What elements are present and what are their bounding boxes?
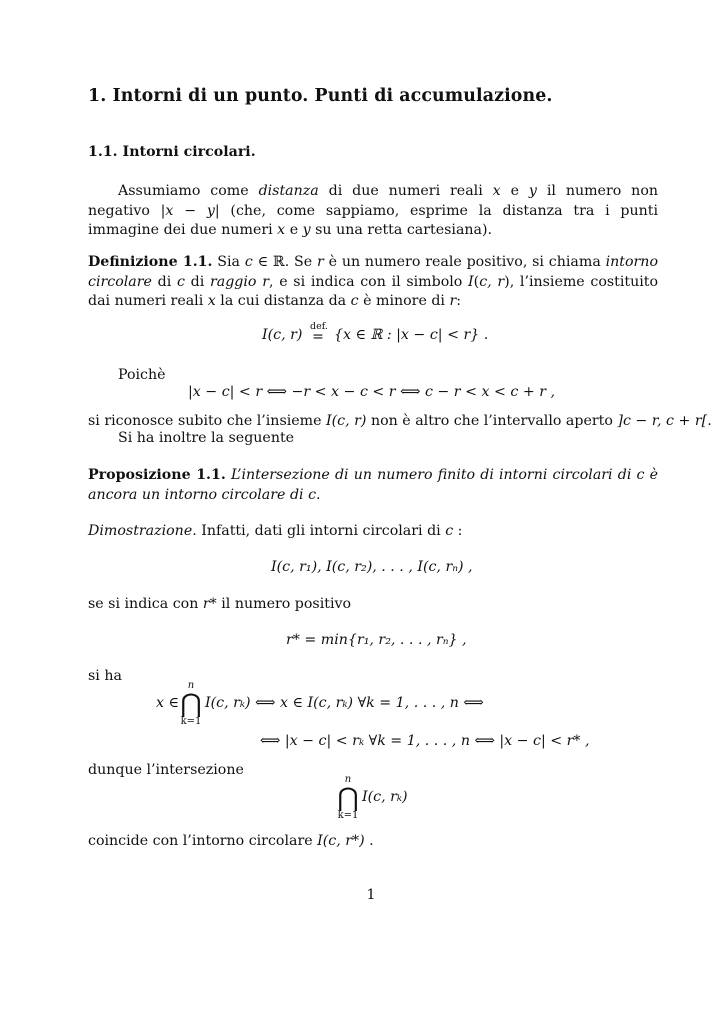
definition-label: Definizione 1.1. (88, 254, 213, 270)
proposition-label: Proposizione 1.1. (88, 467, 226, 483)
proposition-paragraph: Proposizione 1.1. L’intersezione di un numero finito di intorni circolari di c è ancora un intorno circolare di c. (88, 467, 658, 503)
intersection-line1-post: I(c, rₖ) ⟺ x ∈ I(c, rₖ) ∀k = 1, . . . , n ⟺ (205, 695, 484, 711)
intorni-list-formula: I(c, r₁), I(c, r₂), . . . , I(c, rₙ) , (271, 559, 473, 575)
intersection-line1-pre: x ∈ (156, 695, 180, 711)
intersection-alone: I(c, rₖ) (362, 789, 408, 805)
def-formula-eq: = (312, 329, 324, 345)
subsection-title: 1.1. Intorni circolari. (88, 144, 256, 160)
inoltre-line: Si ha inoltre la seguente (118, 430, 295, 446)
dunque-text: dunque l’intersezione (88, 762, 244, 778)
proof-line: Dimostrazione. Infatti, dati gli intorni circolari di c : (88, 523, 463, 539)
min-formula: r* = min{r₁, r₂, . . . , rₙ} , (286, 632, 467, 648)
intersection-line2: ⟺ |x − c| < rₖ ∀k = 1, . . . , n ⟺ |x − c| < r* , (260, 733, 590, 749)
def-formula-over: def. (310, 321, 328, 332)
se-si-indica-line: se si indica con r* il numero positivo (88, 596, 352, 612)
big-intersection-symbol-2: n ⋂ k=1 (337, 774, 359, 821)
recognize-line: si riconosce subito che l’insieme I(c, r) non è altro che l’intervallo aperto ]c − r, c + r[. (88, 413, 712, 429)
def-formula-rhs: {x ∈ ℝ : |x − c| < r} . (334, 327, 489, 343)
proof-label: Dimostrazione. (88, 523, 197, 539)
big-intersection-symbol: n ⋂ k=1 (180, 680, 202, 727)
def-formula-lhs: I(c, r) (262, 327, 303, 343)
definition-paragraph: Definizione 1.1. Sia c ∈ ℝ. Se r è un numero reale positivo, si chiama intorno circolare di c di raggio r, e si indica con il simbolo I(c, r), l’insieme costituito dai numeri reali x la cui distanza da c è minore di r: (88, 254, 659, 309)
intro-paragraph: Assumiamo come distanza di due numeri reali x e y il numero non negativo |x − y| (che, come sappiamo, esprime la distanza tra i punti immagine dei due numeri x e y su una retta cartesiana). (88, 183, 658, 238)
equivalence-formula: |x − c| < r ⟺ −r < x − c < r ⟺ c − r < x < c + r , (188, 384, 556, 400)
coincide-line: coincide con l’intorno circolare I(c, r*) . (88, 833, 374, 849)
section-title: 1. Intorni di un punto. Punti di accumulazione. (88, 86, 553, 106)
si-ha-text: si ha (88, 668, 122, 684)
page-number: 1 (366, 887, 376, 903)
poiche-text: Poichè (118, 367, 166, 383)
